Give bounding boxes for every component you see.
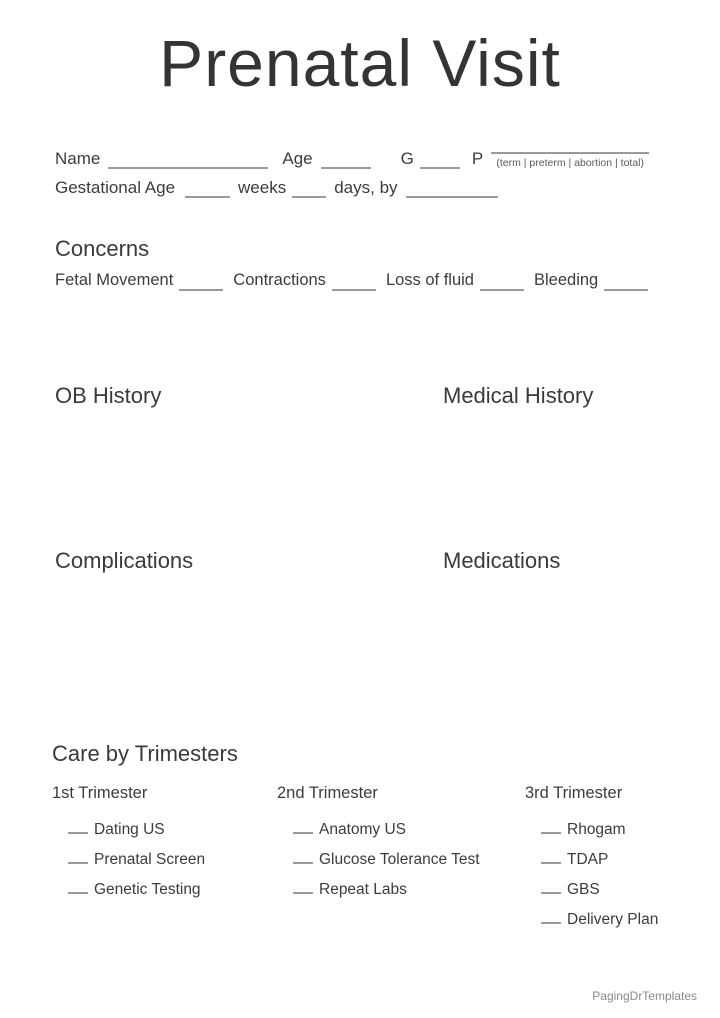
complications-heading: Complications xyxy=(55,548,194,573)
second-trimester-column xyxy=(277,783,480,905)
patient-info-section xyxy=(55,136,680,198)
para-label: P xyxy=(471,149,484,168)
list-item xyxy=(525,875,658,905)
age-label: Age xyxy=(282,149,313,168)
contractions-blank xyxy=(332,273,376,291)
loss-of-fluid-blank xyxy=(480,273,524,291)
history-section xyxy=(55,383,690,409)
checkbox-blank xyxy=(68,852,88,864)
item-label: Dating US xyxy=(94,821,165,838)
fetal-movement-blank xyxy=(179,273,223,291)
list-item xyxy=(525,905,658,935)
gestational-age-label: Gestational Age xyxy=(55,178,176,197)
trimester-columns xyxy=(52,783,700,983)
patient-info-row xyxy=(55,136,680,169)
weeks-blank xyxy=(185,180,230,198)
checkbox-blank xyxy=(68,882,88,894)
third-trimester-column xyxy=(525,783,658,935)
concerns-section xyxy=(55,236,690,291)
complications-section xyxy=(55,548,690,574)
first-trimester-column xyxy=(52,783,205,905)
concerns-row xyxy=(55,270,690,291)
bleeding-label: Bleeding xyxy=(534,271,599,289)
dating-method-blank xyxy=(406,180,498,198)
item-label: Rhogam xyxy=(567,821,626,838)
item-label: Glucose Tolerance Test xyxy=(319,851,480,868)
first-trimester-list xyxy=(52,815,205,905)
third-trimester-heading: 3rd Trimester xyxy=(525,784,623,802)
checkbox-blank xyxy=(541,852,561,864)
item-label: Prenatal Screen xyxy=(94,851,206,868)
list-item xyxy=(525,845,658,875)
bleeding-blank xyxy=(604,273,648,291)
contractions-label: Contractions xyxy=(233,271,326,289)
second-trimester-list xyxy=(277,815,480,905)
item-label: Delivery Plan xyxy=(567,911,659,928)
gravida-label: G xyxy=(400,149,414,168)
loss-of-fluid-label: Loss of fluid xyxy=(385,271,474,289)
days-by-label: days, by xyxy=(334,178,398,197)
checkbox-blank xyxy=(541,912,561,924)
list-item xyxy=(52,845,205,875)
second-trimester-heading: 2nd Trimester xyxy=(277,784,378,802)
checkbox-blank xyxy=(541,822,561,834)
care-by-trimesters-section xyxy=(52,741,700,983)
ob-history-heading: OB History xyxy=(55,383,162,408)
list-item xyxy=(277,845,480,875)
care-heading: Care by Trimesters xyxy=(52,741,238,766)
medications-heading: Medications xyxy=(443,548,561,573)
list-item xyxy=(52,875,205,905)
checkbox-blank xyxy=(293,852,313,864)
list-item xyxy=(52,815,205,845)
third-trimester-list xyxy=(525,815,658,935)
para-blank xyxy=(491,136,649,154)
checkbox-blank xyxy=(541,882,561,894)
item-label: Genetic Testing xyxy=(94,881,201,898)
name-blank xyxy=(108,151,268,169)
age-blank xyxy=(321,151,371,169)
gestational-age-row xyxy=(55,177,680,198)
concerns-heading: Concerns xyxy=(55,236,150,261)
weeks-label: weeks xyxy=(238,178,287,197)
list-item xyxy=(277,875,480,905)
name-label: Name xyxy=(55,149,101,168)
list-item xyxy=(277,815,480,845)
para-caption: (term | preterm | abortion | total) xyxy=(496,157,645,169)
item-label: Repeat Labs xyxy=(319,881,407,898)
item-label: TDAP xyxy=(567,851,609,868)
item-label: GBS xyxy=(567,881,600,898)
para-field-group xyxy=(491,136,649,169)
fetal-movement-label: Fetal Movement xyxy=(55,271,174,289)
list-item xyxy=(525,815,658,845)
checkbox-blank xyxy=(293,882,313,894)
checkbox-blank xyxy=(68,822,88,834)
page-title: Prenatal Visit xyxy=(159,26,561,100)
days-blank xyxy=(292,180,326,198)
watermark-text: PagingDrTemplates xyxy=(592,989,697,1003)
medical-history-heading: Medical History xyxy=(443,383,594,408)
checkbox-blank xyxy=(293,822,313,834)
item-label: Anatomy US xyxy=(319,821,407,838)
first-trimester-heading: 1st Trimester xyxy=(52,784,148,802)
gravida-blank xyxy=(420,151,460,169)
